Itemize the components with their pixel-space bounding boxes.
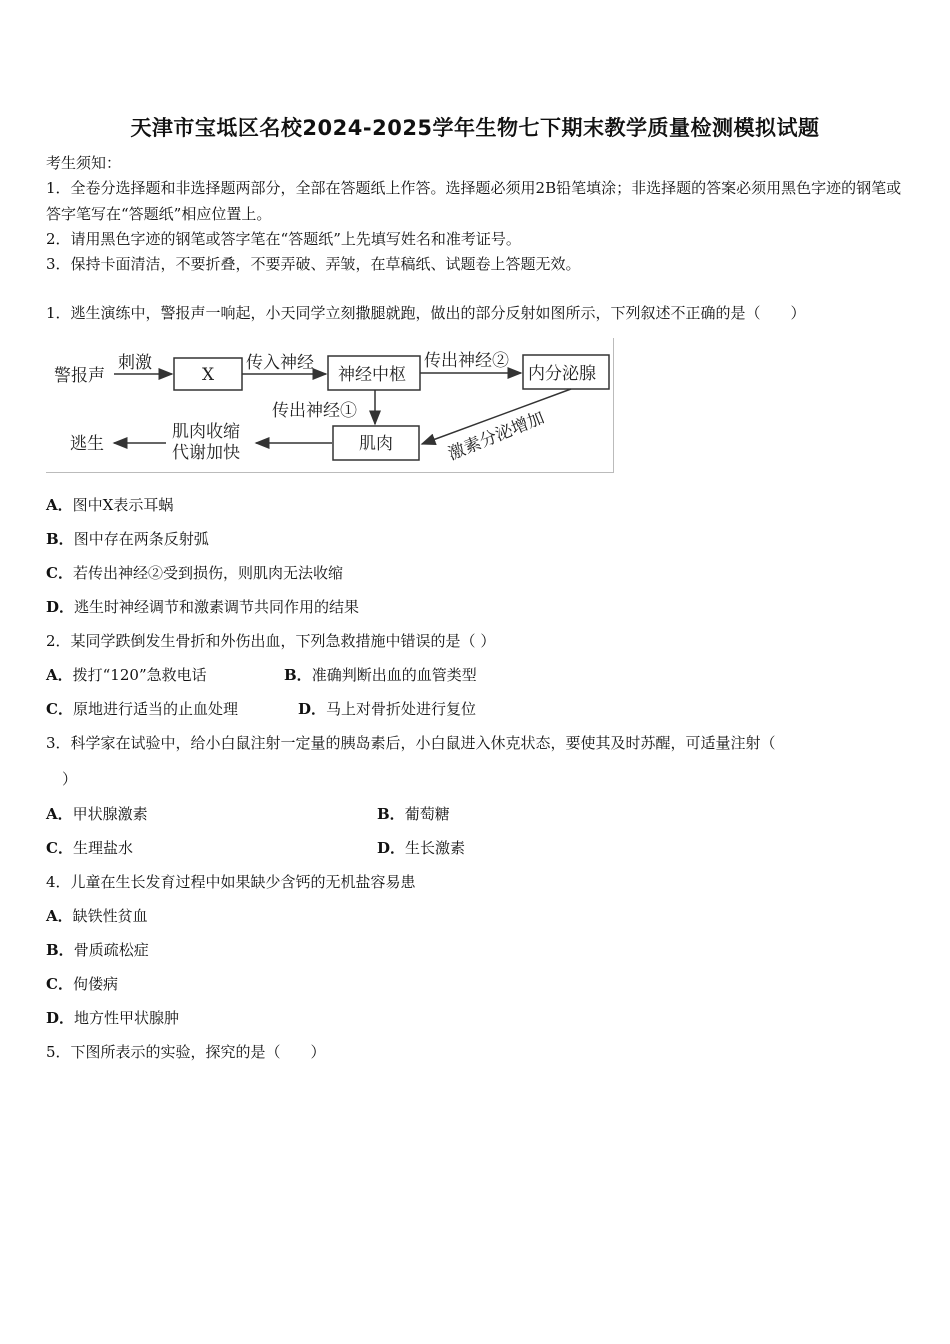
label-escape: 逃生 <box>70 434 104 454</box>
reflex-diagram-svg <box>46 338 613 472</box>
q1-option-b: B．图中存在两条反射弧 <box>46 530 209 548</box>
question-3-stem: 3．科学家在试验中，给小白鼠注射一定量的胰岛素后，小白鼠进入休克状态，要使其及时苏醒，可适量注射（ <box>46 734 776 752</box>
label-hormone: 激素分泌增加 <box>445 407 548 465</box>
label-center: 神经中枢 <box>338 365 406 385</box>
q3-option-c: C．生理盐水 <box>46 839 133 857</box>
q2-option-b: B．准确判断出血的血管类型 <box>284 666 477 684</box>
question-1-stem: 1．逃生演练中，警报声一响起，小天同学立刻撒腿就跑，做出的部分反射如图所示，下列叙述不正确的是（ ） <box>46 304 806 322</box>
label-x: X <box>202 365 215 385</box>
question-2-stem: 2．某同学跌倒发生骨折和外伤出血，下列急救措施中错误的是（ ） <box>46 632 496 650</box>
q2-option-d: D．马上对骨折处进行复位 <box>298 700 477 718</box>
notice-item-2: 2．请用黑色字迹的钢笔或答字笔在“答题纸”上先填写姓名和准考证号。 <box>46 230 521 248</box>
q2-option-a: A．拨打“120”急救电话 <box>46 666 207 684</box>
question-4-stem: 4．儿童在生长发育过程中如果缺少含钙的无机盐容易患 <box>46 873 416 891</box>
q1-option-d: D．逃生时神经调节和激素调节共同作用的结果 <box>46 598 360 616</box>
label-alarm: 警报声 <box>54 366 105 386</box>
question-5-stem: 5．下图所表示的实验，探究的是（ ） <box>46 1043 326 1061</box>
q4-option-b: B．骨质疏松症 <box>46 941 149 959</box>
notice-item-3: 3．保持卡面清洁，不要折叠，不要弄破、弄皱，在草稿纸、试题卷上答题无效。 <box>46 255 581 273</box>
page-title: 天津市宝坻区名校2024-2025学年生物七下期末教学质量检测模拟试题 <box>130 116 820 140</box>
label-efferent1: 传出神经① <box>272 401 357 421</box>
q3-option-a: A．甲状腺激素 <box>46 805 148 823</box>
q2-option-c: C．原地进行适当的止血处理 <box>46 700 238 718</box>
notice-heading: 考生须知： <box>46 154 122 172</box>
q3-option-d: D．生长激素 <box>377 839 466 857</box>
label-stimulus: 刺激 <box>118 353 152 373</box>
q4-option-d: D．地方性甲状腺肿 <box>46 1009 180 1027</box>
notice-item-1: 1．全卷分选择题和非选择题两部分，全部在答题纸上作答。选择题必须用2B铅笔填涂；非选择题的答案必须用黑色字迹的钢笔或答字笔写在“答题纸”相应位置上。 <box>46 179 902 223</box>
q3-option-b: B．葡萄糖 <box>377 805 450 823</box>
q1-option-a: A．图中X表示耳蜗 <box>46 496 174 514</box>
label-efferent2: 传出神经② <box>424 351 509 371</box>
label-gland: 内分泌腺 <box>528 364 596 384</box>
label-afferent: 传入神经 <box>246 353 314 373</box>
q1-option-c: C．若传出神经②受到损伤，则肌肉无法收缩 <box>46 564 343 582</box>
label-contract-2: 代谢加快 <box>172 443 240 463</box>
question-3-stem-end: ） <box>62 770 78 788</box>
label-contract-1: 肌肉收缩 <box>172 422 240 442</box>
q4-option-c: C．佝偻病 <box>46 975 118 993</box>
q4-option-a: A．缺铁性贫血 <box>46 907 148 925</box>
reflex-diagram <box>46 338 614 473</box>
label-muscle: 肌肉 <box>359 434 393 454</box>
